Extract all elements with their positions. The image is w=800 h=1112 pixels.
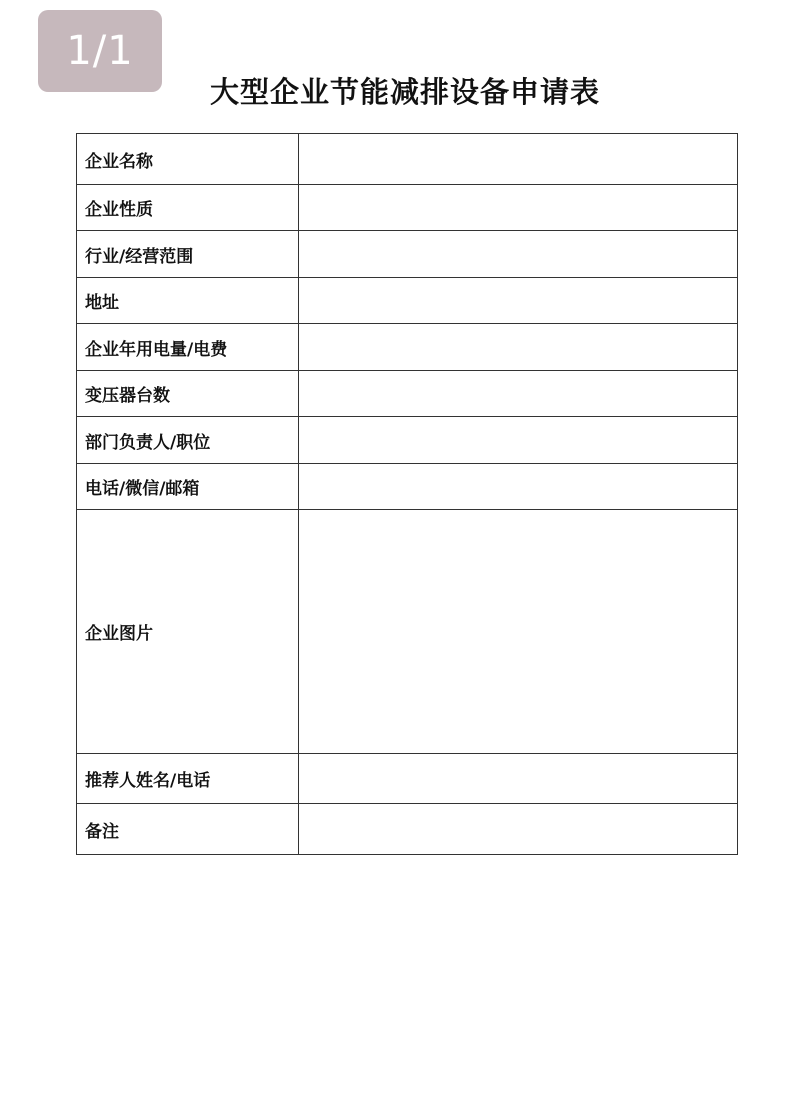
form-row-industry-scope [77,231,738,278]
field-label: 企业图片 [77,510,299,754]
form-row-remarks [77,804,738,855]
page-indicator-badge: 1/1 [38,10,162,92]
field-label: 电话/微信/邮箱 [77,464,299,510]
department-head-field[interactable] [299,417,738,464]
contact-field[interactable] [299,464,738,510]
field-label: 企业性质 [77,185,299,231]
field-label: 地址 [77,278,299,324]
field-label: 推荐人姓名/电话 [77,754,299,804]
transformer-count-field[interactable] [299,371,738,417]
annual-electricity-field[interactable] [299,324,738,371]
company-images-field[interactable] [299,510,738,754]
form-row-transformer-count [77,371,738,417]
company-nature-field[interactable] [299,185,738,231]
remarks-field[interactable] [299,804,738,855]
industry-scope-field[interactable] [299,231,738,278]
form-row-company-images [77,510,738,754]
field-label: 行业/经营范围 [77,231,299,278]
application-form-table [76,133,738,855]
form-row-referrer [77,754,738,804]
form-row-address [77,278,738,324]
field-label: 企业名称 [77,134,299,185]
form-title: 大型企业节能减排设备申请表 [209,75,600,109]
field-label: 变压器台数 [77,371,299,417]
form-row-company-nature [77,185,738,231]
company-name-field[interactable] [299,134,738,185]
form-row-contact [77,464,738,510]
field-label: 企业年用电量/电费 [77,324,299,371]
form-row-department-head [77,417,738,464]
form-row-company-name [77,134,738,185]
address-field[interactable] [299,278,738,324]
field-label: 备注 [77,804,299,855]
field-label: 部门负责人/职位 [77,417,299,464]
form-row-annual-electricity [77,324,738,371]
referrer-field[interactable] [299,754,738,804]
